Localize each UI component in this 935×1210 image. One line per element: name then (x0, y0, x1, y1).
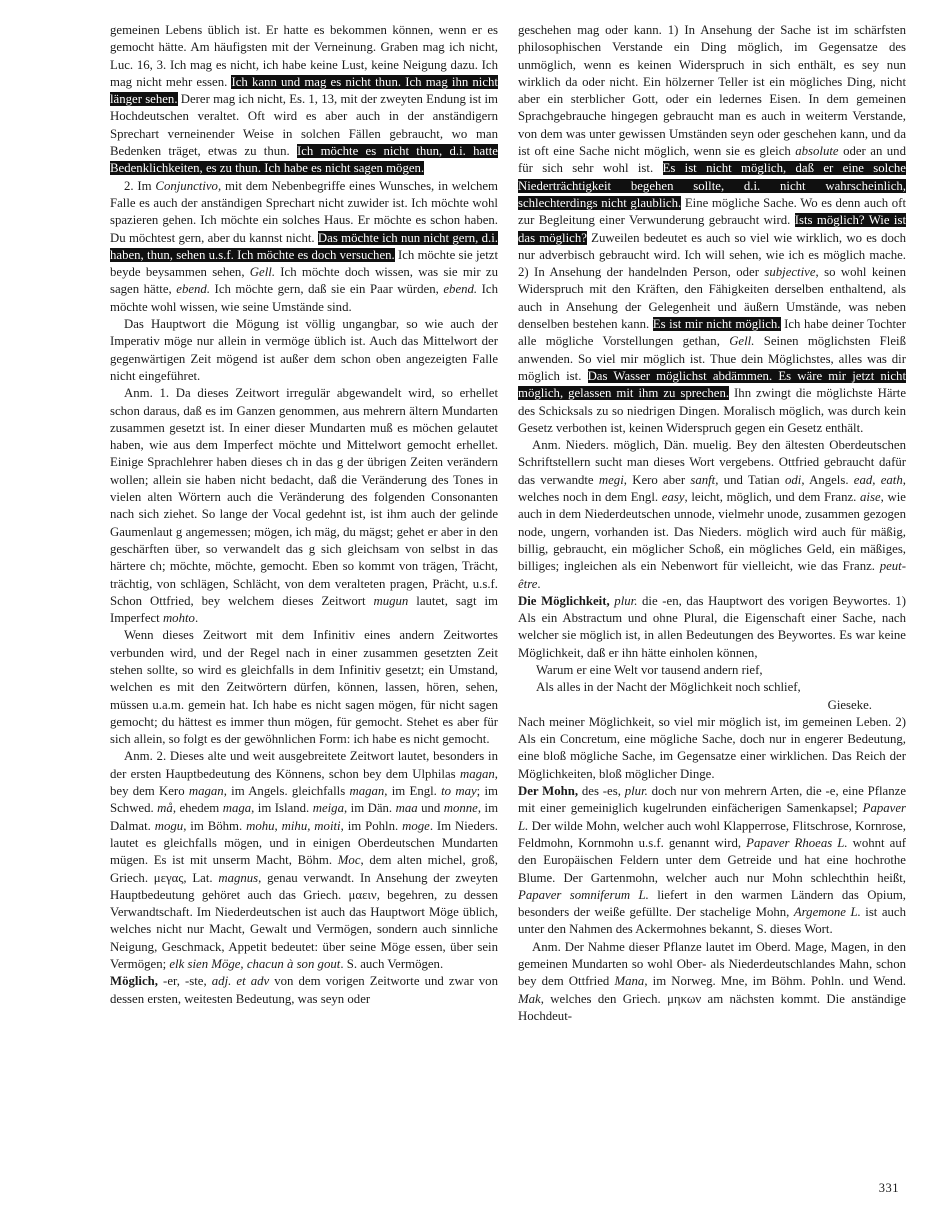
italic-term: easy (661, 490, 685, 505)
italic-term: Conjunctivo (155, 178, 218, 193)
italic-term: Papaver somniferum L. (518, 887, 649, 902)
italic-term: magnus (218, 870, 259, 885)
italic-term: Papaver Rhoeas L. (746, 835, 848, 850)
search-highlight: Das Wasser möglichst abdämmen. Es wäre mir jetzt nicht möglich, gelassen mit ihm zu sprechen. (518, 368, 906, 401)
page-number: 331 (878, 1181, 899, 1195)
italic-term: maa (395, 801, 418, 816)
italic-term: Moc (337, 853, 361, 868)
paragraph: Der Mohn, des -es, plur. doch nur von mehrern Arten, die -e, eine Pflanze mit einer gemeiniglich kugelrunden einfächerigen Samenkapsel; Papaver L. Der wilde Mohn, welcher auch wohl Klapperrose, Flitschrose, Kornrose, Feldmohn, Kornmohn u.s.f. genannt wird, Papaver Rhoeas L. wohnt auf den Europäischen Feldern unter dem Getreide und hat eine hochrothe Blume. Der Gartenmohn, welcher auch nur Mohn schlechthin heißt, Papaver somniferum L. liefert in den warmen Ländern das Opium, besonders der weiße gefüllte. Der stachelige Mohn, Argemone L. ist auch unter den Nahmen des Ackermohnes bekannt, S. dieses Wort. (518, 784, 906, 937)
italic-term: mohu, mihu, moiti (246, 818, 341, 833)
italic-term: magan (188, 784, 224, 799)
italic-term: ebend. (176, 282, 211, 297)
italic-term: elk sien Möge, chacun à son gout (169, 957, 341, 972)
search-highlight: Ists möglich? Wie ist das möglich? (518, 213, 906, 245)
paragraph: 2. Im Conjunctivo, mit dem Nebenbegriffe eines Wunsches, in welchem Falle es auch der anständigen Sprechart nicht zuwider ist. Ich möchte wohl spazieren gehen. Ich möchte ein solches Haus. Er möchte es schon haben. Du möchtest gern, aber du kannst nicht. Das möchte ich nun nicht gern, d.i. haben, thun, sehen u.s.f. Ich möchte es doch versuchen. Ich möchte sie jetzt beyde beysammen sehen, Gell. Ich möchte doch wissen, was sie mir zu sagen hätte, ebend. Ich möchte gern, daß sie ein Paar würden, ebend. Ich möchte wohl wissen, wie seine Umstände sind. (110, 178, 498, 314)
italic-term: Gell. (249, 265, 276, 280)
paragraph: Anm. Nieders. möglich, Dän. muelig. Bey den ältesten Oberdeutschen Schriftstellern sucht man dieses Wort vergebens. Ottfried gebraucht dafür das verwandte megi, Kero aber sanft, und Tatian odi, Angels. ead, eath, welches noch in dem Engl. easy, leicht, möglich, und dem Franz. aise, wie auch in dem Niederdeutschen unnode, vielmehr unode, zusammen gezogen node, ungern, vorhanden ist. Das Nieders. möglich wird auch für mäßig, billig, gebraucht, ein möglicher Schoß, ein mögliches Geld, ein mäßiges, billiges; ingleichen als ein Nebenwort für vielleicht, wie das Franz. peut-être. (518, 438, 906, 591)
italic-term: magan (349, 784, 385, 799)
italic-term: monne (443, 801, 478, 816)
italic-term: Gell. (729, 334, 755, 349)
search-highlight: Es ist nicht möglich, daß er eine solche Niederträchtigkeit begehen sollte, d.i. nicht wahrscheinlich, schlechterdings nicht glaublich. (518, 161, 906, 210)
italic-term: plur. (624, 784, 648, 799)
paragraph: Warum er eine Welt vor tausend andern rief, (536, 662, 763, 677)
paragraph: Anm. 2. Dieses alte und weit ausgebreitete Zeitwort lautet, besonders in der ersten Hauptbedeutung des Könnens, schon bey dem Ulphilas magan, bey dem Kero magan, im Angels. gleichfalls magan, im Engl. to may; im Schwed. må, ehedem maga, im Island. meiga, im Dän. maa und monne, im Dalmat. mogu, im Böhm. mohu, mihu, moiti, im Pohln. moge. Im Nieders. lautet es gleichfalls mögen, und in einigen Oberdeutschen Mundarten mügen. Es ist mit unserm Macht, Böhm. Moc, dem alten michel, groß, Griech. μεγας, Lat. magnus, genau verwandt. In Ansehung der zweyten Hauptbedeutung gehöret auch das Griech. μαειν, begehren, zu dessen Verwandtschaft. Im Niederdeutschen ist auch das Hauptwort Möge üblich, welches nicht nur Macht, Gewalt und Vermögen, sondern auch sinnliche Neigung, Geschmack, Appetit bedeutet: über seine Möge essen, über sein Vermögen; elk sien Möge, chacun à son gout. S. auch Vermögen. (110, 749, 498, 972)
italic-term: megi (598, 472, 624, 487)
paragraph: gemeinen Lebens üblich ist. Er hatte es bekommen können, wenn er es gemocht hätte. Am häufigsten mit der Verneinung. Graben mag ich nicht, Luc. 16, 3. Ich mag es nicht, ich habe keine Lust, keine Neigung dazu. Ich mag nicht mehr essen. Ich kann und mag es nicht thun. Ich mag ihn nicht länger sehen. Derer mag ich nicht, Es. 1, 13, mit der zweyten Endung ist im Hochdeutschen veraltet. Oft wird es aber auch in der anständigern Sprechart verneinender Weise in solchen Fällen gebraucht, wo man Bedenken träget, etwas zu thun. Ich möchte es nicht thun, d.i. hatte Bedenklichkeiten, es zu thun. Ich habe es nicht sagen mögen. (110, 23, 498, 176)
headword: Der Mohn, (518, 784, 579, 799)
italic-term: Mana (614, 974, 645, 989)
right-column (518, 22, 906, 1174)
italic-term: plur. (614, 593, 638, 608)
italic-term: ebend. (443, 282, 478, 297)
search-highlight: Ich kann und mag es nicht thun. Ich mag ihn nicht länger sehen. (110, 74, 498, 107)
italic-term: magan (459, 766, 495, 781)
italic-term: moge (402, 818, 430, 833)
italic-term: Papaver L. (518, 801, 906, 833)
italic-term: to may (441, 784, 477, 799)
paragraph: Anm. Der Nahme dieser Pflanze lautet im Oberd. Mage, Magen, in den gemeinen Mundarten so wohl Ober- als Niederdeutschlandes Mahn, schon bey dem Ottfried Mana, im Norweg. Mne, im Böhm. Pohln. und Wend. Mak, welches den Griech. μηκων am nächsten kommt. Die anständige Hochdeut- (518, 939, 906, 1023)
paragraph: Die Möglichkeit, plur. die -en, das Hauptwort des vorigen Beywortes. 1) Als ein Abstractum und ohne Plural, die Eigenschaft einer Sache, nach welcher sie möglich ist, in allen Bedeutungen des Beywortes. Es war keine Möglichkeit, daß er ihn hätte einholen können, (518, 593, 906, 660)
search-highlight: Es ist mir nicht möglich. (652, 317, 781, 332)
paragraph: Das Hauptwort die Mögung ist völlig ungangbar, so wie auch der Imperativ möge nur allein in vermöge üblich ist. Auch das Mittelwort der gegenwärtigen Zeit mögend ist außer dem schon oben angezeigten Falle nicht eingeführet. (110, 317, 498, 383)
paragraph: Als alles in der Nacht der Möglichkeit noch schlief, (536, 680, 801, 695)
paragraph: geschehen mag oder kann. 1) In Ansehung der Sache ist im schärfsten philosophischen Verstande ein Ding möglich, im Gegensatze des unmöglich, wenn es keinen Widerspruch in sich enthält, es sey nun wirklich da oder nicht. Ein hölzerner Teller ist ein mögliches Ding, nicht aber ein sterblicher Gott, oder ein ledernes Eisen. In dem gemeinen Sprachgebrauche hingegen gebraucht man es auch in weiterm Verstande, von dem was unter gewissen Umständen seyn oder geschehen kann, und da ist oft eine Sache nicht möglich, wenn sie es gleich absolute oder an und für sich sehr wohl ist. Es ist nicht möglich, daß er eine solche Niederträchtigkeit begehen sollte, d.i. nicht wahrscheinlich, schlechterdings nicht glaublich. Eine mögliche Sache. Wo es denn auch oft zur Begleitung einer Verwunderung gebraucht wird. Ists möglich? Wie ist das möglich? Zuweilen bedeutet es auch so viel wie wirklich, wo es doch nur adverbisch gebraucht wird. Ich will sehen, wie ich es möglich mache. 2) In Ansehung der handelnden Person, oder subjective, so wohl keinen Widerspruch mit den Kräften, den Fähigkeiten derselben enthaltend, als auch in Ansehung der Gelegenheit und äußern Umstände, was neben denselben bestehen kann. Es ist mir nicht möglich. Ich habe deiner Tochter alle mögliche Vorstellungen gethan, Gell. Seinen möglichsten Fleiß anwenden. So viel mir möglich ist. Thue dein Möglichstes, alles was dir möglich ist. Das Wasser möglichst abdämmen. Es wäre mir jetzt nicht möglich, gelassen mit ihm zu sprechen. Ihn zwingt die möglichste Härte des Schicksals zu so niedrigen Dingen. Moralisch möglich, was durch kein Gesetz verbothen ist, keinen Widerspruch gegen ein Gesetz enthält. (518, 23, 906, 435)
italic-term: mogu (154, 818, 184, 833)
italic-term: Argemone L. (793, 905, 861, 920)
left-column (110, 22, 498, 1174)
italic-term: peut-être (518, 559, 906, 591)
search-highlight: Ich möchte es nicht thun, d.i. hatte Bedenklichkeiten, es zu thun. Ich habe es nicht sagen mögen. (110, 144, 498, 176)
headword: Möglich, (110, 974, 158, 989)
paragraph: Wenn dieses Zeitwort mit dem Infinitiv eines andern Zeitwortes verbunden wird, und der Regel nach in einer zusammen gesetzten Zeit stehen sollte, so wird es gleichfalls in dem Infinitiv gesetzt; ein Umstand, welchen es mit den Zeitwörtern dürfen, können, lassen, hören, sehen, müssen u.a.m. gemein hat. Ich habe es nicht sagen mögen, für nicht sagen gemocht; du hättest es immer thun mögen, für gemocht. Stehet es aber für sich allein, so folgt es der gewöhnlichen Form: ich habe es nicht gemocht. (110, 628, 498, 747)
search-highlight: Das möchte ich nun nicht gern, d.i. haben, thun, sehen u.s.f. Ich möchte es doch versuchen. (110, 230, 498, 262)
paragraph: Gieseke. (827, 697, 872, 712)
italic-term: mohto (162, 611, 195, 626)
italic-term: maga (222, 801, 252, 816)
text-columns (110, 22, 906, 1174)
italic-term: subjective (764, 265, 816, 280)
italic-term: sanft (690, 472, 716, 487)
italic-term: aise (860, 490, 881, 505)
italic-term: Mak (518, 991, 541, 1006)
paragraph: Anm. 1. Da dieses Zeitwort irregulär abgewandelt wird, so erhellet schon daraus, daß es im Ganzen genommen, aus mehrern ältern Mundarten zusammen gesetzt ist. In einer dieser Mundarten muß es möchen gelautet haben, wie aus dem Imperfect möchte und Mittelwort gemocht erhellet. Einige Sprachlehrer haben dieses ch in das g der übrigen Zeiten verändern wollen; allein sie haben nicht bedacht, daß die Veränderung des Tones in vielen alten Wörtern auch die Veränderung des folgenden Consonanten nach sich ziehet. So lange der Vocal gedehnt ist, ist ihm auch der gelinde Gaumenlaut g angemessen; mögen, ich mäg, du mägst; gehet er aber in den geschärften über, so verwandelt das g sich gleichsam von selbst in das härtere ch; möchte, möchte, gemocht. Eben so kommt von trägen, Trächt, trächtig, von schlägen, Schlächt, von dem veralteten pragen, Prächt, u.s.f. Schon Ottfried, bey welchem dieses Zeitwort mugun lautet, sagt im Imperfect mohto. (110, 386, 498, 626)
paragraph: Möglich, -er, -ste, adj. et adv von dem vorigen Zeitworte und zwar von dessen ersten, weitesten Bedeutung, was seyn oder (110, 974, 498, 1006)
italic-term: absolute (795, 144, 839, 159)
italic-term: må (157, 801, 173, 816)
italic-term: adj. et adv (211, 974, 270, 989)
italic-term: mugun (373, 593, 409, 608)
italic-term: meiga (312, 801, 344, 816)
headword: Die Möglichkeit, (518, 593, 610, 608)
paragraph: Nach meiner Möglichkeit, so viel mir möglich ist, im gemeinen Leben. 2) Als ein Concretum, eine mögliche Sache, doch nur in engerer Bedeutung, eine bloß mögliche Sache, im Gegensatze einer wirklichen. Das Reich der Möglichkeiten, bloß möglicher Dinge. (518, 714, 906, 781)
italic-term: odi (784, 472, 802, 487)
italic-term: ead, eath (853, 472, 903, 487)
